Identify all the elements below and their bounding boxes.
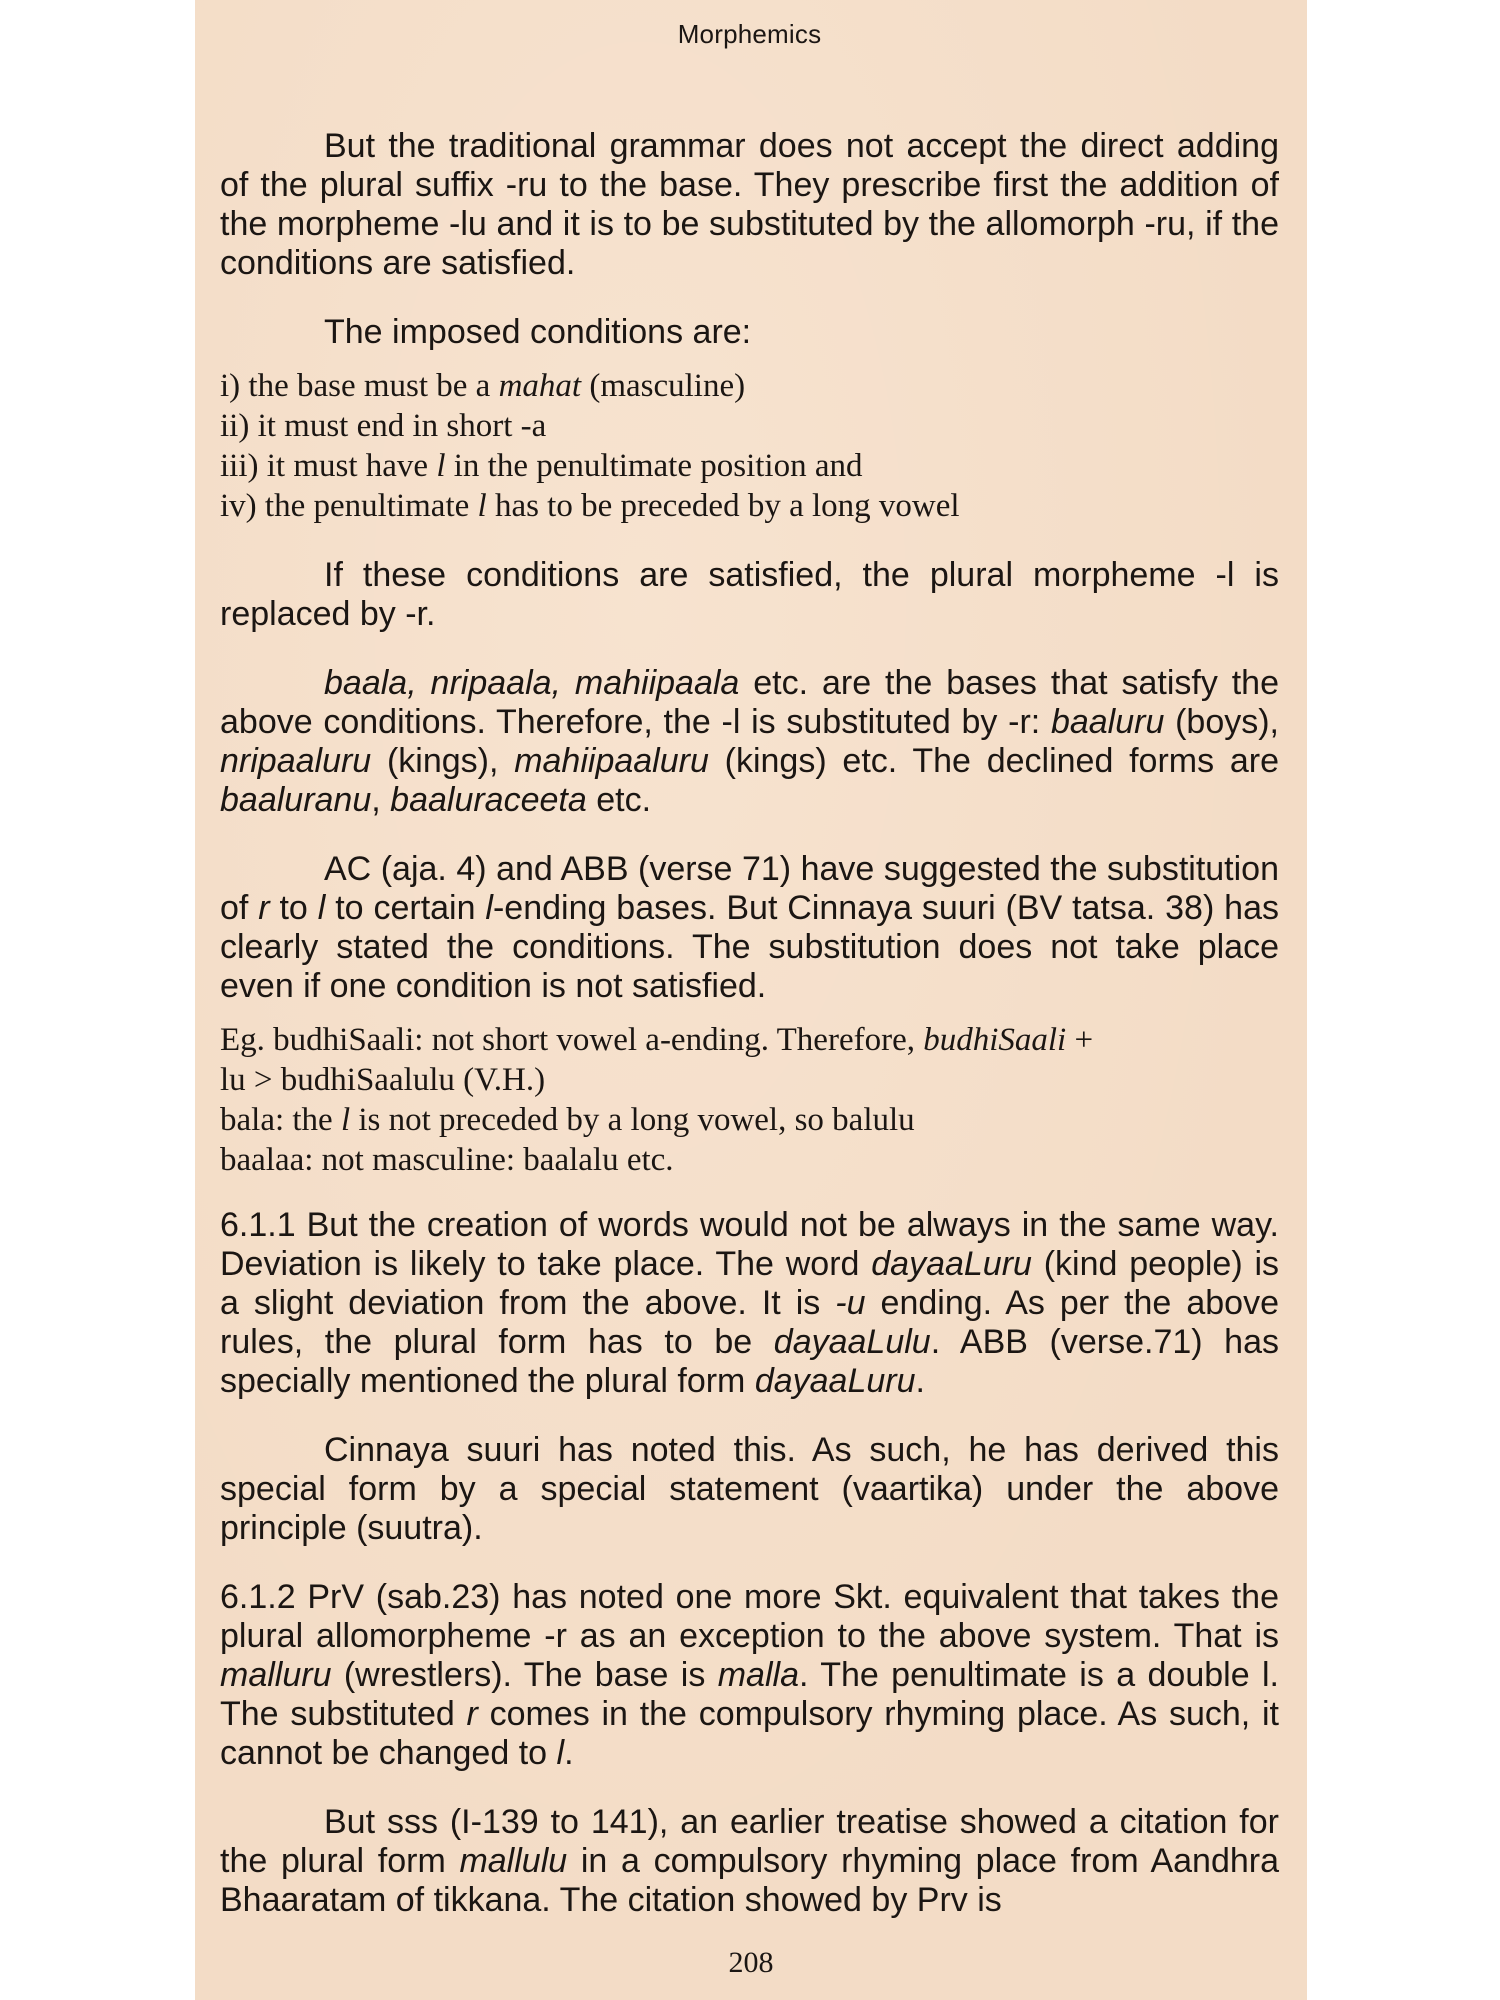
paragraph-substitution: AC (aja. 4) and ABB (verse 71) have suggested the substitution of r to l to certain l-ending bases. But Cinnaya suuri (BV tatsa. 38) has clearly stated the conditions. The substitution does not take place even if one condition is not satisfied. — [220, 850, 1279, 1005]
paragraph-bases: baala, nripaala, mahiipaala etc. are the bases that satisfy the above conditions. Therefore, the -l is substituted by -r: baaluru (boys), nripaaluru (kings), mahiipaaluru (kings) etc. The declined forms are baaluranu, baaluraceeta etc. — [220, 664, 1280, 819]
page-number: 208 — [728, 1946, 774, 1979]
example-line: Eg. budhiSaali: not short vowel a-ending. Therefore, budhiSaali + — [220, 1022, 1094, 1058]
paragraph-sss-citation: But sss (I-139 to 141), an earlier treatise showed a citation for the plural form mallulu in a compulsory rhyming place from Aandhra Bhaaratam of tikkana. The citation showed by Prv is — [220, 1803, 1279, 1919]
running-header: Morphemics — [677, 19, 822, 49]
paragraph-replacement: If these conditions are satisfied, the plural morpheme -l is replaced by -r. — [220, 556, 1279, 633]
examples-block — [220, 1020, 1279, 1180]
condition-item: iv) the penultimate l has to be preceded by a long vowel — [220, 488, 960, 524]
conditions-list — [220, 366, 1279, 526]
paragraph-cinnaya: Cinnaya suuri has noted this. As such, he has derived this special form by a special statement (vaartika) under the above principle (suutra). — [220, 1431, 1279, 1547]
condition-item: i) the base must be a mahat (masculine) — [220, 368, 746, 404]
paragraph-conditions-intro: The imposed conditions are: — [324, 313, 752, 351]
condition-item: iii) it must have l in the penultimate position and — [220, 448, 863, 484]
paragraph-section-6-1-2: 6.1.2 PrV (sab.23) has noted one more Skt. equivalent that takes the plural allomorpheme -r as an exception to the above system. That is malluru (wrestlers). The base is malla. The penultimate is a double l. The substituted r comes in the compulsory rhyming place. As such, it cannot be changed to l. — [220, 1578, 1280, 1772]
example-line: bala: the l is not preceded by a long vowel, so balulu — [220, 1102, 915, 1138]
condition-item: ii) it must end in short -a — [220, 408, 547, 444]
example-line: baalaa: not masculine: baalalu etc. — [220, 1142, 674, 1178]
paragraph-plural-suffix: But the traditional grammar does not accept the direct adding of the plural suffix -ru to the base. They prescribe first the addition of the morpheme -lu and it is to be substituted by the allomorph -ru, if the conditions are satisfied. — [220, 127, 1279, 282]
paragraph-section-6-1-1: 6.1.1 But the creation of words would not be always in the same way. Deviation is likely to take place. The word dayaaLuru (kind people) is a slight deviation from the above. It is -u ending. As per the above rules, the plural form has to be dayaaLulu. ABB (verse.71) has specially mentioned the plural form dayaaLuru. — [220, 1206, 1280, 1400]
book-page — [195, 0, 1307, 2000]
example-line: lu > budhiSaalulu (V.H.) — [220, 1062, 546, 1098]
